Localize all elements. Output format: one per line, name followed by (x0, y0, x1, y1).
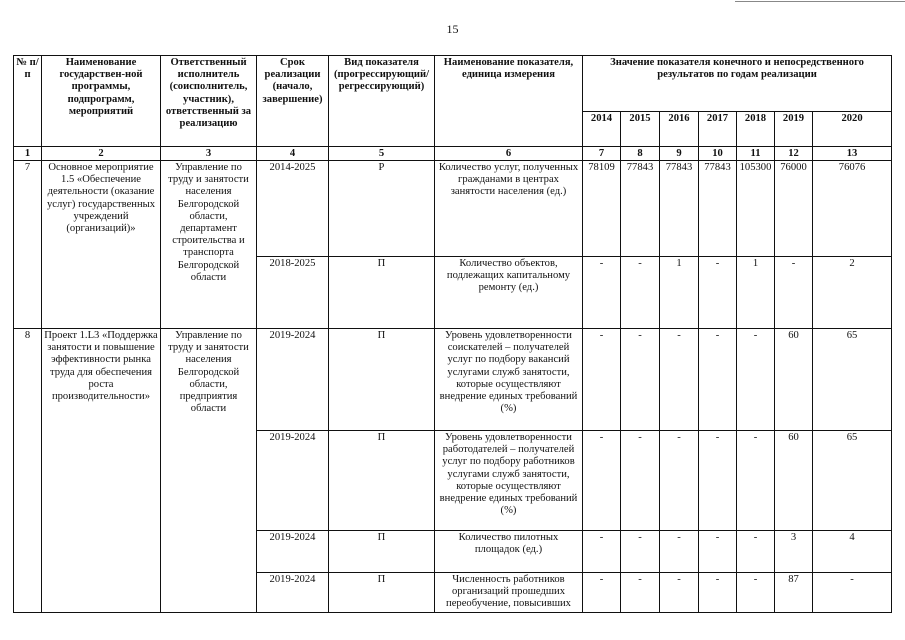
header-indicator-name: Наименование показателя, единица измерения (435, 56, 583, 147)
indicator-value-2020: 2 (813, 257, 892, 329)
program-name: Проект 1.L3 «Поддержка занятости и повышение эффективности рынка труда для обеспечения роста производительности» (42, 329, 161, 613)
indicator-value-2017: - (699, 531, 737, 573)
column-number: 11 (737, 147, 775, 161)
column-number: 7 (583, 147, 621, 161)
indicator-name: Уровень удовлетворенности соискателей – получателей услуг по подбору вакансий услугами служб занятости, которые осуществляют внедрение единых требований (%) (435, 329, 583, 431)
header-indicator-type: Вид показателя (прогрессирующий/ регрессирующий) (329, 56, 435, 147)
indicator-value-2017: - (699, 257, 737, 329)
indicator-name: Количество объектов, подлежащих капитальному ремонту (ед.) (435, 257, 583, 329)
header-period: Срок реализации (начало, завершение) (257, 56, 329, 147)
indicator-value-2017: - (699, 431, 737, 531)
implementation-period: 2019-2024 (257, 431, 329, 531)
indicator-value-2015: - (621, 573, 660, 613)
indicator-value-2016: - (660, 431, 699, 531)
row-number: 8 (14, 329, 42, 613)
implementation-period: 2019-2024 (257, 573, 329, 613)
column-number-row (14, 147, 892, 161)
implementation-period: 2019-2024 (257, 329, 329, 431)
indicator-value-2018: 105300 (737, 161, 775, 257)
indicator-value-2016: - (660, 573, 699, 613)
indicator-value-2018: 1 (737, 257, 775, 329)
indicator-value-2014: - (583, 531, 621, 573)
indicator-type: П (329, 431, 435, 531)
indicator-value-2020: 4 (813, 531, 892, 573)
indicator-type: П (329, 257, 435, 329)
indicators-table (13, 55, 892, 613)
indicator-value-2015: 77843 (621, 161, 660, 257)
responsible-executor: Управление по труду и занятости населения Белгородской области, предприятия области (161, 329, 257, 613)
implementation-period: 2014-2025 (257, 161, 329, 257)
header-executor: Ответственный исполнитель (соисполнитель, участник), ответственный за реализацию (161, 56, 257, 147)
page-number: 15 (446, 22, 459, 36)
indicator-value-2019: 60 (775, 329, 813, 431)
program-name: Основное мероприятие 1.5 «Обеспечение деятельности (оказание услуг) государственных учреждений (организаций)» (42, 161, 161, 329)
indicator-value-2019: - (775, 257, 813, 329)
indicator-value-2014: - (583, 329, 621, 431)
year-header-2014: 2014 (583, 111, 621, 146)
indicator-value-2020: - (813, 573, 892, 613)
scan-edge-line (735, 1, 905, 2)
year-header-2019: 2019 (775, 111, 813, 146)
indicator-value-2019: 87 (775, 573, 813, 613)
header-program: Наименование государствен-ной программы, подпрограмм, мероприятий (42, 56, 161, 147)
indicator-value-2020: 65 (813, 329, 892, 431)
indicator-name: Количество пилотных площадок (ед.) (435, 531, 583, 573)
column-number: 6 (435, 147, 583, 161)
table-row (14, 329, 892, 431)
year-header-2018: 2018 (737, 111, 775, 146)
column-number: 9 (660, 147, 699, 161)
indicator-value-2020: 76076 (813, 161, 892, 257)
column-number: 1 (14, 147, 42, 161)
year-header-2016: 2016 (660, 111, 699, 146)
indicator-value-2019: 3 (775, 531, 813, 573)
indicator-value-2018: - (737, 573, 775, 613)
header-values-group: Значение показателя конечного и непосредственного результатов по годам реализации (583, 56, 892, 112)
column-number: 5 (329, 147, 435, 161)
column-number: 4 (257, 147, 329, 161)
indicator-value-2016: 1 (660, 257, 699, 329)
indicator-type: П (329, 573, 435, 613)
column-number: 3 (161, 147, 257, 161)
indicator-value-2018: - (737, 431, 775, 531)
column-number: 13 (813, 147, 892, 161)
column-number: 12 (775, 147, 813, 161)
indicator-value-2014: - (583, 257, 621, 329)
indicator-value-2015: - (621, 431, 660, 531)
indicator-value-2014: - (583, 431, 621, 531)
table-row (14, 161, 892, 257)
indicator-value-2017: - (699, 329, 737, 431)
indicator-value-2019: 60 (775, 431, 813, 531)
header-row (14, 56, 892, 112)
indicator-value-2017: - (699, 573, 737, 613)
indicator-type: П (329, 329, 435, 431)
indicator-value-2014: 78109 (583, 161, 621, 257)
responsible-executor: Управление по труду и занятости населения Белгородской области, департамент строительства и транспорта Белгородской области (161, 161, 257, 329)
indicator-type: Р (329, 161, 435, 257)
header-num: № п/п (14, 56, 42, 147)
indicator-name: Численность работников организаций прошедших переобучение, повысивших (435, 573, 583, 613)
year-header-2020: 2020 (813, 111, 892, 146)
indicator-value-2015: - (621, 531, 660, 573)
indicator-value-2016: - (660, 329, 699, 431)
year-header-2017: 2017 (699, 111, 737, 146)
indicator-value-2015: - (621, 257, 660, 329)
indicator-type: П (329, 531, 435, 573)
indicator-value-2018: - (737, 329, 775, 431)
indicator-value-2016: 77843 (660, 161, 699, 257)
indicator-value-2020: 65 (813, 431, 892, 531)
indicator-value-2018: - (737, 531, 775, 573)
indicator-value-2014: - (583, 573, 621, 613)
indicator-value-2016: - (660, 531, 699, 573)
year-header-2015: 2015 (621, 111, 660, 146)
indicator-name: Количество услуг, полученных гражданами в центрах занятости населения (ед.) (435, 161, 583, 257)
column-number: 2 (42, 147, 161, 161)
column-number: 8 (621, 147, 660, 161)
row-number: 7 (14, 161, 42, 329)
indicator-value-2019: 76000 (775, 161, 813, 257)
indicator-value-2017: 77843 (699, 161, 737, 257)
indicator-value-2015: - (621, 329, 660, 431)
implementation-period: 2019-2024 (257, 531, 329, 573)
column-number: 10 (699, 147, 737, 161)
implementation-period: 2018-2025 (257, 257, 329, 329)
indicator-name: Уровень удовлетворенности работодателей – получателей услуг по подбору работников услугами служб занятости, которые осуществляют внедрение единых требований (%) (435, 431, 583, 531)
